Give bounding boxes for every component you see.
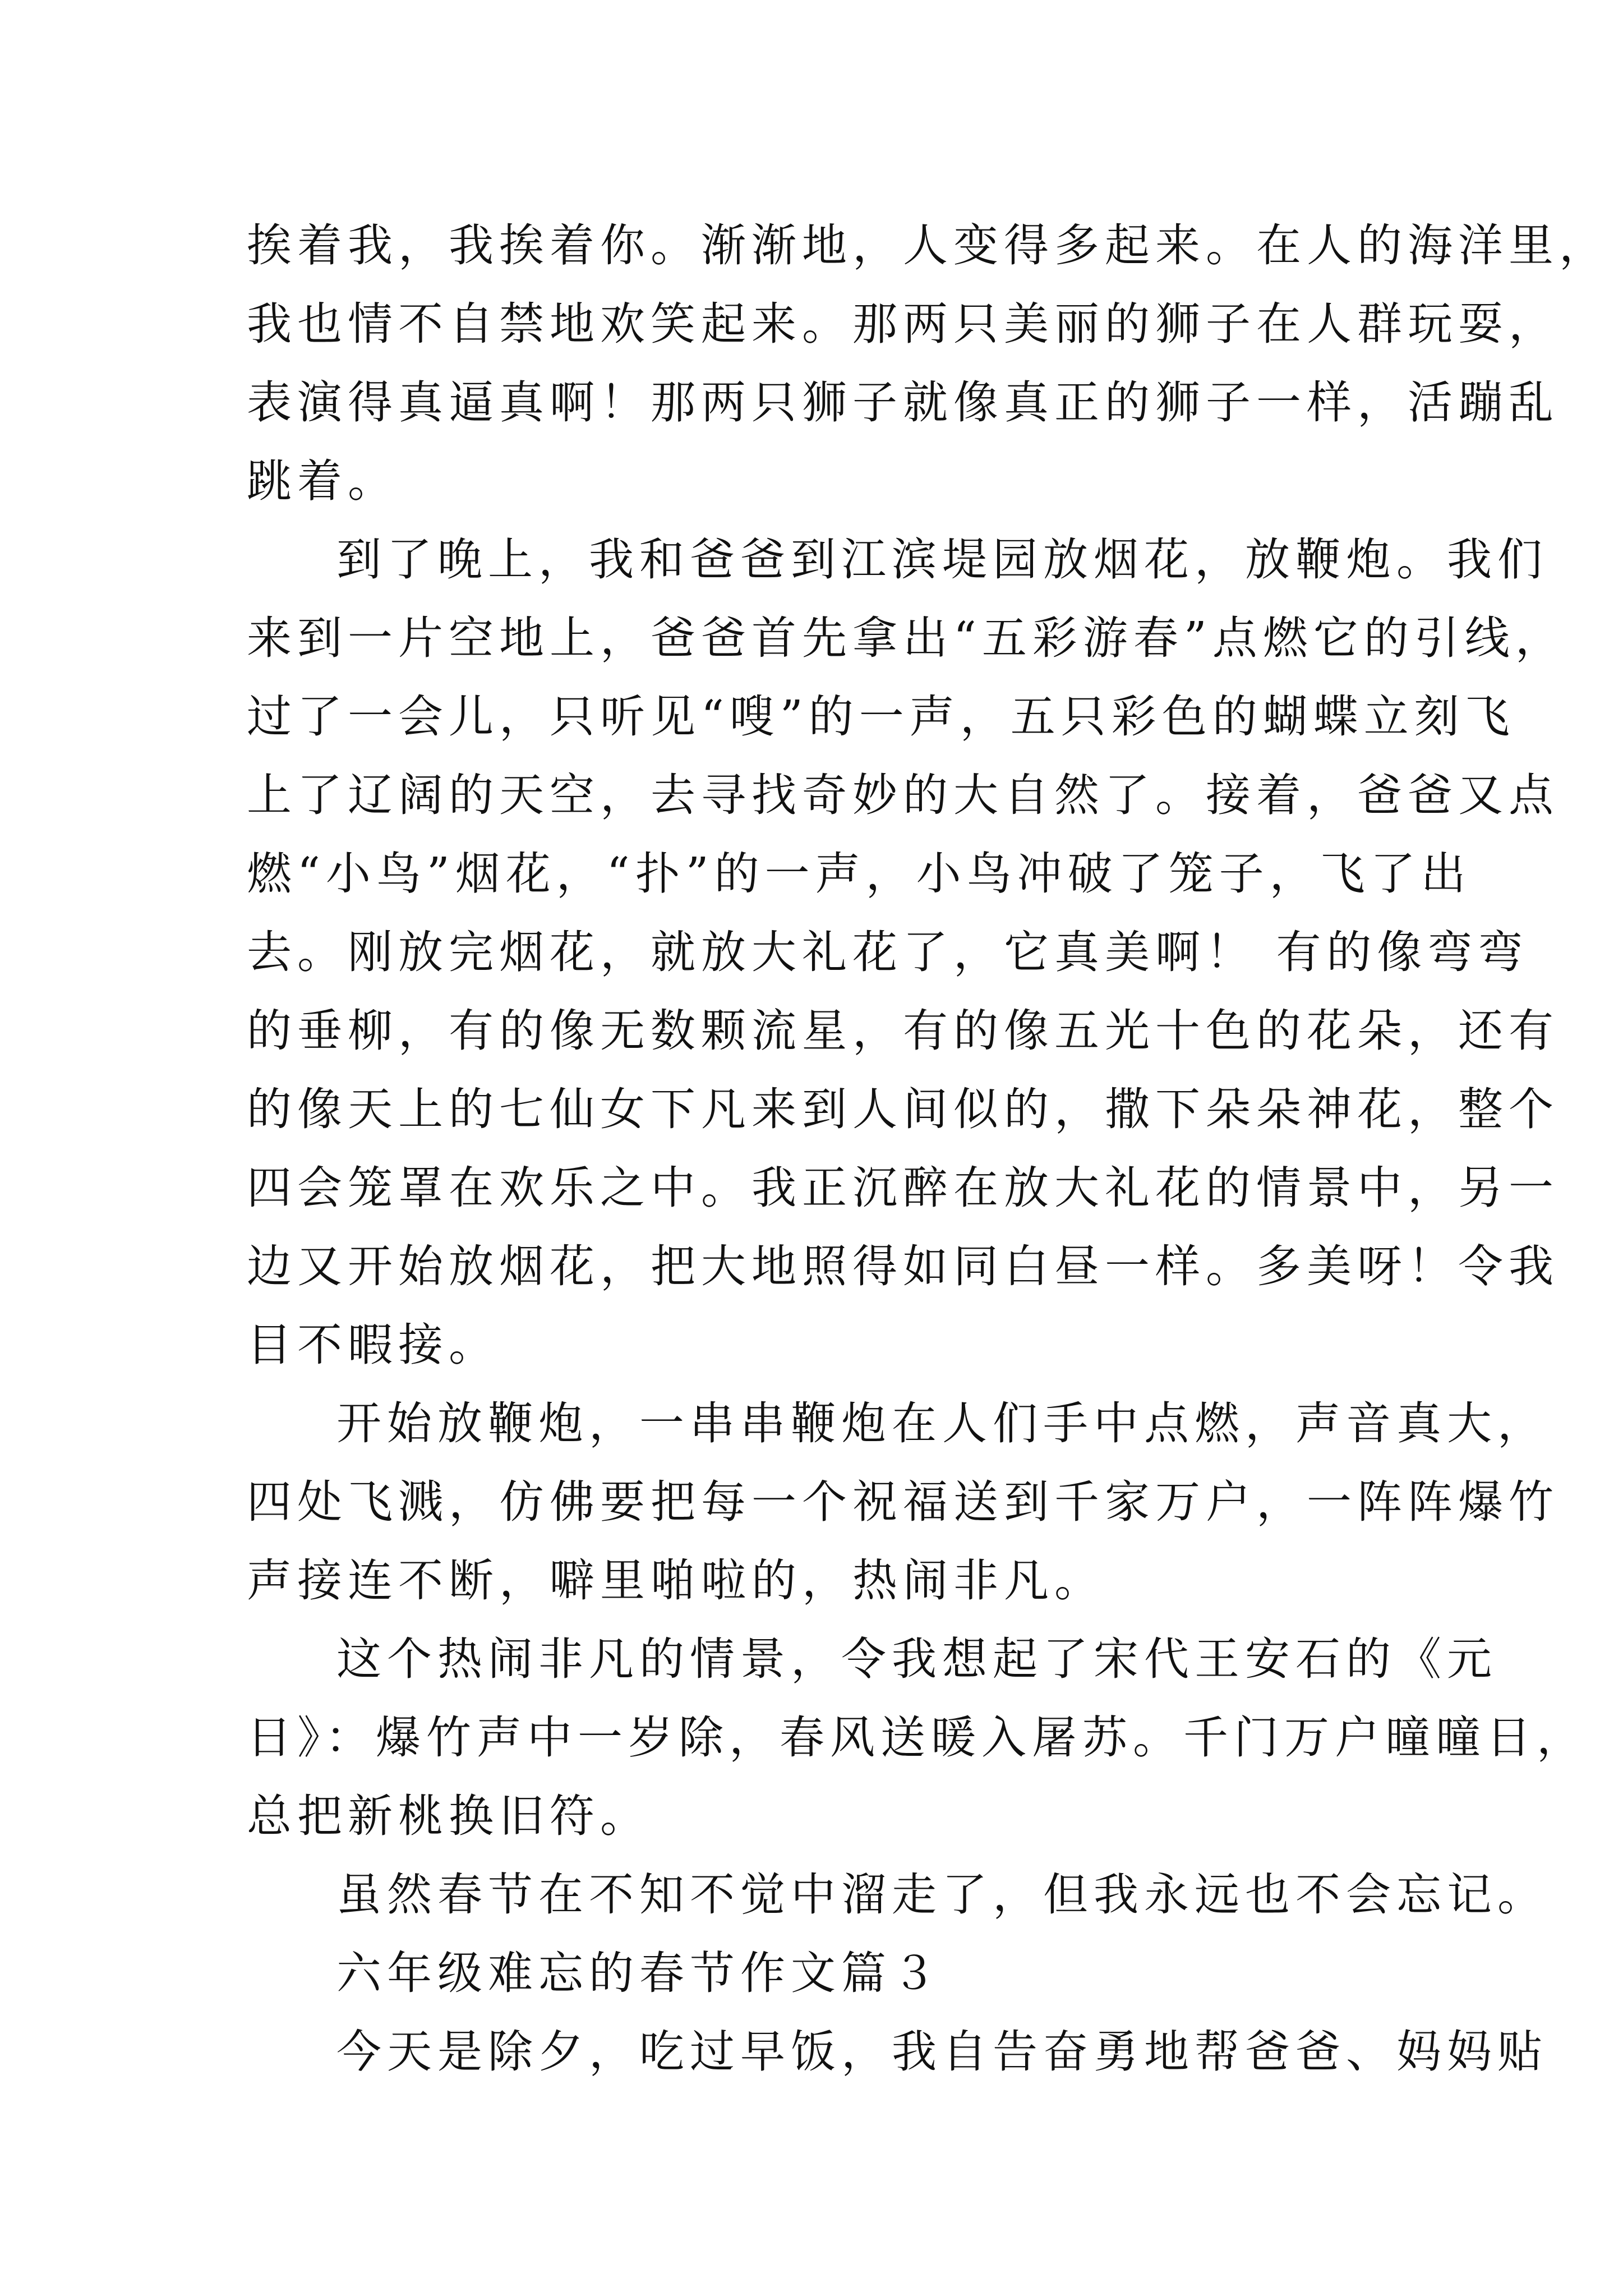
text-line: 我也情不自禁地欢笑起来。那两只美丽的狮子在人群玩耍， [247, 298, 1559, 350]
text-line: 目不暇接。 [247, 1319, 499, 1371]
text-line: 开始放鞭炮，一串串鞭炮在人们手中点燃，声音真大， [336, 1397, 1548, 1450]
text-line: 虽然春节在不知不觉中溜走了，但我永远也不会忘记。 [336, 1869, 1548, 1921]
text-line: 的像天上的七仙女下凡来到人间似的，撒下朵朵神花，整个 [247, 1083, 1559, 1135]
text-line: 燃“小鸟”烟花，“扑”的一声，小鸟冲破了笼子，飞了出 [247, 848, 1472, 900]
section-heading: 六年级难忘的春节作文篇３ [336, 1947, 942, 1999]
text-line: 来到一片空地上，爸爸首先拿出“五彩游春”点燃它的引线， [247, 612, 1566, 664]
text-line: 去。刚放完烟花，就放大礼花了，它真美啊！ 有的像弯弯 [247, 926, 1529, 978]
text-line: 日》：爆竹声中一岁除，春风送暖入屠苏。千门万户曈曈日， [247, 1711, 1587, 1764]
text-line: 挨着我，我挨着你。渐渐地，人变得多起来。在人的海洋里， [247, 219, 1610, 272]
text-line: 过了一会儿，只听见“嗖”的一声，五只彩色的蝴蝶立刻飞 [247, 691, 1515, 743]
text-line: 表演得真逼真啊！那两只狮子就像真正的狮子一样，活蹦乱 [247, 376, 1559, 429]
text-line: 四处飞溅，仿佛要把每一个祝福送到千家万户，一阵阵爆竹 [247, 1476, 1559, 1528]
text-line: 上了辽阔的天空，去寻找奇妙的大自然了。接着，爸爸又点 [247, 769, 1559, 821]
text-line: 今天是除夕，吃过早饭，我自告奋勇地帮爸爸、妈妈贴 [336, 2026, 1548, 2078]
text-line: 的垂柳，有的像无数颗流星，有的像五光十色的花朵，还有 [247, 1005, 1559, 1057]
text-line: 四会笼罩在欢乐之中。我正沉醉在放大礼花的情景中，另一 [247, 1162, 1559, 1214]
text-line: 总把新桃换旧符。 [247, 1790, 651, 1842]
text-line: 到了晚上，我和爸爸到江滨堤园放烟花，放鞭炮。我们 [336, 533, 1548, 586]
text-line: 这个热闹非凡的情景，令我想起了宋代王安石的《元 [336, 1633, 1497, 1685]
text-line: 声接连不断，噼里啪啦的，热闹非凡。 [247, 1554, 1105, 1607]
text-line: 边又开始放烟花，把大地照得如同白昼一样。多美呀！令我 [247, 1240, 1559, 1292]
text-line: 跳着。 [247, 455, 398, 507]
